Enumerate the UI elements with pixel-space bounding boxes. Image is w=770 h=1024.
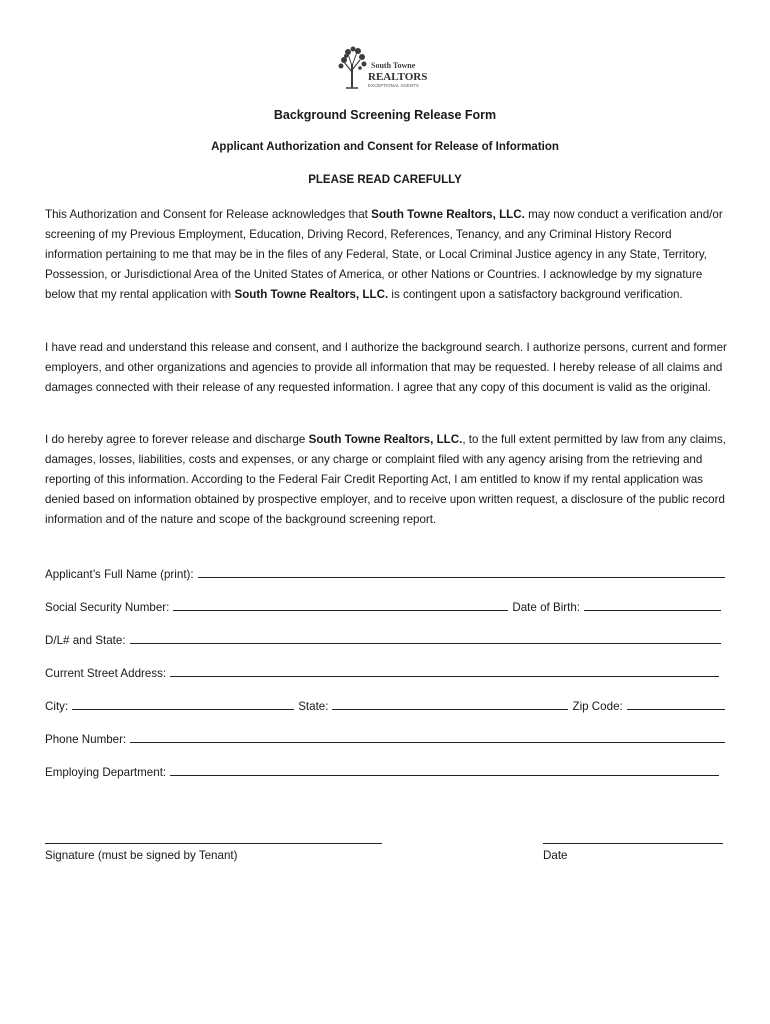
city-label: City:	[45, 700, 69, 713]
tree-icon	[339, 47, 367, 89]
release-paragraph: I do hereby agree to forever release and discharge South Towne Realtors, LLC., to the full extent permitted by law from any claims, damages, losses, liabilities, costs and expenses, or any charge or complaint filed with any agency arising from the retrieving and reporting of this information. According to the Federal Fair Credit Reporting Act, I am entitled to know if my rental application was denied based on information obtained by prospective employer, and to receive upon written request, a disclosure of the public record information and of the nature and scope of the background screening report.	[45, 433, 726, 526]
full-name-label: Applicant’s Full Name (print):	[45, 568, 194, 581]
company-logo	[338, 44, 432, 92]
ssn-field[interactable]	[173, 598, 508, 611]
company-name: South Towne Realtors, LLC.	[371, 208, 525, 221]
signature-label: Signature (must be signed by Tenant)	[45, 849, 238, 862]
state-field[interactable]	[332, 697, 568, 710]
signature-line[interactable]	[45, 843, 382, 844]
department-label: Employing Department:	[45, 766, 167, 779]
city-state-zip-row	[45, 697, 725, 713]
svg-text:REALTORS: REALTORS	[368, 71, 428, 83]
address-field[interactable]	[170, 664, 719, 677]
ssn-label: Social Security Number:	[45, 601, 170, 614]
department-row	[45, 763, 725, 779]
company-name: South Towne Realtors, LLC.	[234, 288, 389, 301]
department-field[interactable]	[170, 763, 719, 776]
city-field[interactable]	[72, 697, 294, 710]
dl-label: D/L# and State:	[45, 634, 126, 647]
date-label: Date	[543, 849, 568, 862]
phone-label: Phone Number:	[45, 733, 127, 746]
dob-label: Date of Birth:	[512, 601, 581, 614]
full-name-field[interactable]	[198, 565, 725, 578]
company-name: South Towne Realtors, LLC.	[308, 433, 463, 446]
dl-field[interactable]	[130, 631, 721, 644]
date-line[interactable]	[543, 843, 723, 844]
form-subtitle: Applicant Authorization and Consent for Release of Information	[211, 141, 559, 153]
zip-label: Zip Code:	[572, 700, 623, 713]
address-label: Current Street Address:	[45, 667, 167, 680]
ssn-row	[45, 598, 725, 614]
dob-field[interactable]	[584, 598, 721, 611]
consent-paragraph: I have read and understand this release and consent, and I authorize the background search. I authorize persons, current and former employers, and other organizations and agencies to provide all information that may be requested. I hereby release of all claims and damages connected with their release of any requested information. I agree that any copy of this document is valid as the original.	[45, 341, 727, 394]
address-row	[45, 664, 725, 680]
full-name-row	[45, 565, 725, 581]
svg-text:South Towne: South Towne	[371, 61, 416, 70]
svg-text:EXCEPTIONAL AGENTS: EXCEPTIONAL AGENTS	[368, 83, 419, 88]
zip-field[interactable]	[627, 697, 725, 710]
phone-field[interactable]	[130, 730, 725, 743]
form-title: Background Screening Release Form	[273, 108, 497, 122]
read-carefully-notice: PLEASE READ CAREFULLY	[308, 174, 462, 186]
dl-row	[45, 631, 725, 647]
authorization-paragraph: This Authorization and Consent for Release acknowledges that South Towne Realtors, LLC. may now conduct a verification and/or screening of my Previous Employment, Education, Driving Record, References, Tenancy, and any Criminal History Record information pertaining to me that may be in the files of any Federal, State, or Local Criminal Justice agency in any State, Territory, Possession, or Jurisdictional Area of the United States of America, or other Nations or Countries. I acknowledge by my signature below that my rental application with South Towne Realtors, LLC. is contingent upon a satisfactory background verification.	[45, 208, 723, 301]
state-label: State:	[298, 700, 329, 713]
phone-row	[45, 730, 725, 746]
